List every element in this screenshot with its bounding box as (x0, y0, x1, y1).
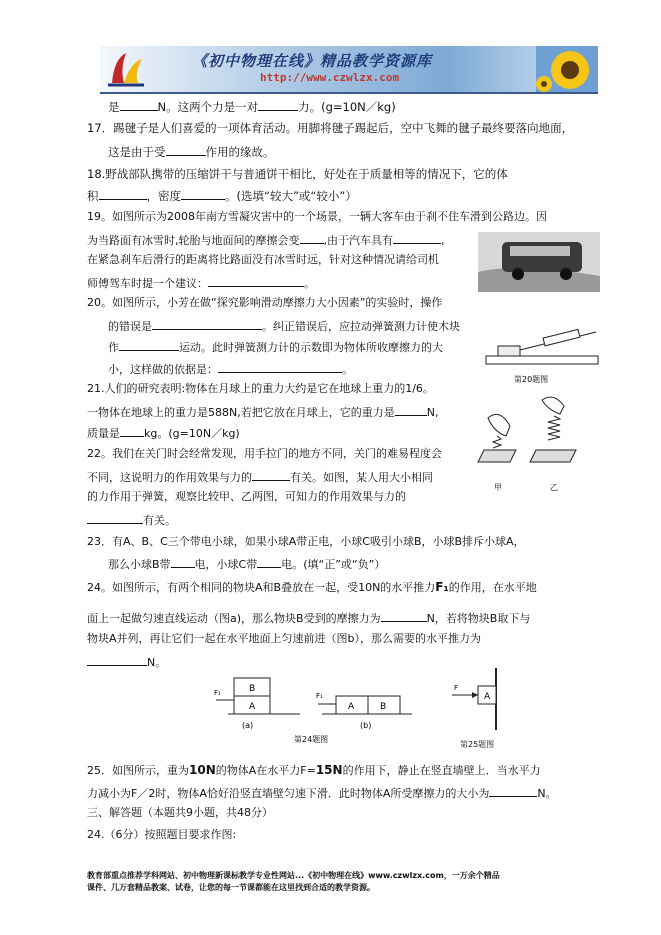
answer-blank[interactable] (119, 339, 179, 351)
question-19-line1: 19。如图所示为2008年南方雪凝灾害中的一个场景，一辆大客车由于刹不住车滑到公路边。因 (87, 210, 547, 223)
answer-blank[interactable] (300, 232, 324, 244)
banner-title: 《初中物理在线》精品教学资源库 (192, 52, 433, 70)
sunflower-image (536, 46, 598, 92)
fig22-label-jia: 甲 (494, 483, 502, 492)
fig20-caption: 第20题图 (514, 375, 549, 384)
question-19-line2: 为当路面有冰雪时,轮胎与地面间的摩擦会变 ,由于汽车具有 , (87, 234, 445, 247)
question-22-line3: 的力作用于弹簧，观察比较甲、乙两图，可知力的作用效果与力的 (87, 490, 406, 503)
answer-blank[interactable] (99, 188, 147, 200)
answer-blank[interactable] (120, 99, 158, 111)
force-symbol-f1: F₁ (435, 580, 449, 594)
block-b-label: B (380, 702, 387, 712)
answer-blank[interactable] (87, 654, 147, 666)
question-20-line2: 的错误是 。纠正错误后，应拉动弹簧测力计使木块 (108, 320, 460, 333)
question-20-line3: 作 运动。此时弹簧测力计的示数即为物体所收摩擦力的大 (108, 341, 443, 354)
block-a-label: A (348, 702, 355, 712)
question-23-line2: 那么小球B带 电，小球C带 电。(填“正”或“负”） (108, 558, 386, 571)
question-21-line2: 一物体在地球上的重力是588N,若把它放在月球上，它的重力是 N, (87, 406, 439, 419)
question-24-drawing: 24.（6分）按照题目要求作图: (87, 828, 237, 841)
question-24-line4: N。 (87, 654, 641, 670)
fig24-caption: 第24题图 (294, 735, 329, 744)
block-b-label: B (249, 684, 256, 694)
answer-blank[interactable] (166, 144, 206, 156)
question-17-line2: 这是由于受 作用的缘故。 (108, 145, 275, 159)
question-22-line2: 不同，这说明力的作用效果与力的 有关。如图，某人用大小相同 (87, 471, 433, 484)
answer-blank[interactable] (257, 556, 281, 568)
answer-blank[interactable] (87, 512, 143, 524)
answer-blank[interactable] (120, 425, 144, 437)
spring-hand-figure (470, 392, 588, 498)
answer-blank[interactable] (208, 275, 304, 287)
question-18-line1: 18.野战部队携带的压缩饼干与普通饼干相比，好处在于质量相等的情况下，它的体 (87, 167, 508, 181)
weight-value: 10N (189, 763, 216, 777)
question-22-line1: 22。我们在关门时会经常发现，用手拉门的地方不同，关门的难易程度会 (87, 447, 442, 460)
fig25-force-label: F (454, 684, 459, 692)
question-24-line3: 物块A并列，再让它们一起在水平地面上匀速前进（图b），那么需要的水平推力为 (87, 632, 482, 645)
fig24a-caption: (a) (242, 721, 254, 730)
question-20-line4: 小，这样做的依据是： 。 (108, 363, 353, 376)
bus-accident-photo (478, 232, 600, 292)
answer-blank[interactable] (393, 232, 441, 244)
answer-blank[interactable] (181, 188, 225, 200)
footer-line-1: 教育部重点推荐学科网站、初中物理新课标教学专业性网站...《初中物理在线》www.czwlzx.com，一万余个精品 (87, 871, 500, 880)
question-21-line1: 21.人们的研究表明:物体在月球上的重力大约是它在地球上重力的1/6。 (87, 382, 434, 395)
banner-url[interactable]: http://www.czwlzx.com (260, 71, 400, 84)
site-logo (104, 49, 148, 89)
question-18-line2: 积 ，密度 。(选填“较大”或“较小”） (87, 189, 357, 203)
question-22-line4: 有关。 (87, 512, 641, 528)
figure-24-25 (212, 668, 522, 748)
answer-blank[interactable] (252, 469, 290, 481)
question-21-line3: 质量是 kg。(g=10N／kg) (87, 427, 240, 440)
question-19-line3: 在紧急刹车后滑行的距离将比路面没有冰雪时远，针对这种情况请给司机 (87, 253, 439, 266)
question-23-line1: 23．有A、B、C三个带电小球，如果小球A带正电，小球C吸引小球B，小球B排斥小球A， (87, 535, 525, 548)
question-25-line2: 力减小为F／2时，物体A恰好沿竖直墙壁匀速下滑．此时物体A所受摩擦力的大小为 N。 (87, 787, 557, 800)
fig24a-force-label: F₁ (214, 689, 221, 697)
question-24-line2: 面上一起做匀速直线运动（图a)，那么物块B受到的摩擦力为 N，若将物块B取下与 (87, 612, 531, 625)
answer-blank[interactable] (258, 99, 298, 111)
friction-experiment-figure (484, 326, 600, 386)
fig24b-force-label: F₁ (316, 692, 323, 700)
answer-blank[interactable] (218, 361, 342, 373)
fig22-label-yi: 乙 (550, 483, 558, 492)
site-banner (100, 46, 598, 94)
question-20-line1: 20。如图所示，小芳在做“探究影响滑动摩擦力大小因素”的实验时，操作 (87, 296, 443, 309)
page-footer (87, 870, 607, 894)
block-a-label: A (484, 692, 491, 702)
answer-blank[interactable] (489, 785, 537, 797)
force-value: 15N (315, 763, 343, 777)
question-25-line1: 25．如图所示，重为10N的物体A在水平力F=15N的作用下，静止在竖直墙壁上．当水平力 (87, 763, 541, 777)
question-19-line4: 师傅驾车时提一个建议： 。 (87, 277, 315, 290)
question-24-line1: 24。如图所示，有两个相同的物块A和B叠放在一起，受10N的水平推力F₁的作用，在水平地 (87, 580, 537, 594)
block-a-label: A (249, 702, 256, 712)
answer-blank[interactable] (152, 318, 262, 330)
question-17-line1: 17．踢毽子是人们喜爱的一项体育活动。用脚将毽子踢起后，空中飞舞的毽子最终要落向地面， (87, 121, 574, 135)
line-16-continuation: 是 N。这两个力是一对 力。(g=10N／kg) (108, 100, 396, 114)
fig25-caption: 第25题图 (460, 740, 495, 749)
answer-blank[interactable] (381, 610, 427, 622)
answer-blank[interactable] (171, 556, 195, 568)
fig24b-caption: (b) (360, 721, 372, 730)
answer-blank[interactable] (395, 404, 427, 416)
footer-line-2: 课件、几万套精品教案、试卷，让您的每一节课都能在这里找到合适的教学资源。 (87, 883, 375, 892)
section-3-heading: 三、解答题（本题共9小题，共48分） (87, 806, 273, 819)
